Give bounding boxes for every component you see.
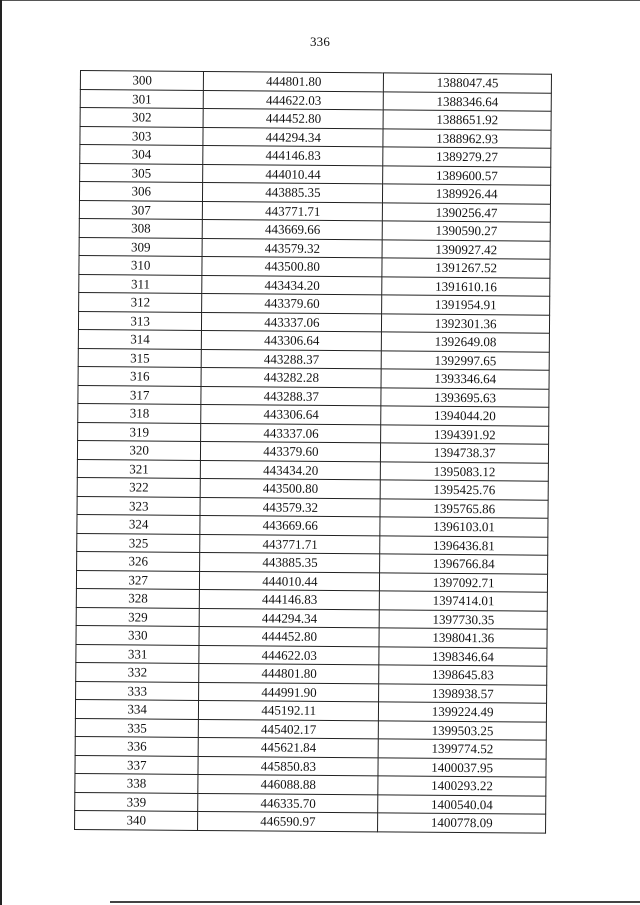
point-number-cell: 321 — [77, 459, 201, 478]
easting-cell: 443379.60 — [202, 293, 382, 313]
northing-cell: 1392997.65 — [382, 350, 550, 370]
easting-cell: 443885.35 — [200, 552, 380, 572]
northing-cell: 1389279.27 — [383, 147, 551, 167]
northing-cell: 1388346.64 — [384, 91, 552, 111]
point-number-cell: 325 — [77, 533, 201, 552]
easting-cell: 443771.71 — [200, 534, 380, 554]
point-number-cell: 327 — [76, 570, 200, 589]
northing-cell: 1399503.25 — [379, 720, 547, 740]
easting-cell: 443771.71 — [203, 201, 383, 221]
northing-cell: 1396436.81 — [380, 535, 548, 555]
northing-cell: 1391267.52 — [382, 258, 550, 278]
point-number-cell: 332 — [76, 662, 200, 681]
point-number-cell: 328 — [76, 588, 200, 607]
easting-cell: 444010.44 — [203, 164, 383, 184]
easting-cell: 443282.28 — [201, 367, 381, 387]
scan-edge-top — [0, 0, 640, 1]
easting-cell: 444452.80 — [203, 108, 383, 128]
point-number-cell: 304 — [80, 145, 204, 164]
easting-cell: 443288.37 — [202, 349, 382, 369]
point-number-cell: 303 — [80, 126, 204, 145]
easting-cell: 443288.37 — [201, 386, 381, 406]
northing-cell: 1390256.47 — [383, 202, 551, 222]
northing-cell: 1398645.83 — [379, 665, 547, 685]
easting-cell: 443337.06 — [201, 423, 381, 443]
northing-cell: 1399224.49 — [379, 702, 547, 722]
northing-cell: 1389600.57 — [383, 165, 551, 185]
point-number-cell: 334 — [75, 699, 199, 718]
easting-cell: 443306.64 — [202, 330, 382, 350]
easting-cell: 444294.34 — [203, 127, 383, 147]
easting-cell: 444622.03 — [204, 90, 384, 110]
point-number-cell: 331 — [76, 644, 200, 663]
easting-cell: 444146.83 — [200, 589, 380, 609]
point-number-cell: 309 — [79, 237, 203, 256]
northing-cell: 1388962.93 — [383, 128, 551, 148]
point-number-cell: 311 — [79, 274, 203, 293]
point-number-cell: 322 — [77, 477, 201, 496]
easting-cell: 444452.80 — [199, 626, 379, 646]
northing-cell: 1394391.92 — [381, 424, 549, 444]
point-number-cell: 333 — [76, 681, 200, 700]
easting-cell: 444010.44 — [200, 571, 380, 591]
point-number-cell: 336 — [75, 736, 199, 755]
northing-cell: 1392649.08 — [382, 332, 550, 352]
point-number-cell: 317 — [78, 385, 202, 404]
point-number-cell: 310 — [79, 255, 203, 274]
point-number-cell: 320 — [77, 440, 201, 459]
easting-cell: 443669.66 — [203, 219, 383, 239]
point-number-cell: 326 — [77, 551, 201, 570]
easting-cell: 443579.32 — [202, 238, 382, 258]
easting-cell: 443434.20 — [202, 275, 382, 295]
coordinate-table — [74, 70, 552, 833]
northing-cell: 1388651.92 — [383, 110, 551, 130]
point-number-cell: 314 — [78, 329, 202, 348]
northing-cell: 1393695.63 — [381, 387, 549, 407]
easting-cell: 444622.03 — [199, 645, 379, 665]
northing-cell: 1394738.37 — [381, 443, 549, 463]
easting-cell: 446590.97 — [198, 811, 378, 831]
point-number-cell: 306 — [79, 182, 203, 201]
easting-cell: 444294.34 — [200, 608, 380, 628]
easting-cell: 443434.20 — [201, 460, 381, 480]
northing-cell: 1399774.52 — [378, 739, 546, 759]
page-number: 336 — [309, 34, 331, 49]
northing-cell: 1396766.84 — [380, 554, 548, 574]
northing-cell: 1388047.45 — [384, 73, 552, 93]
northing-cell: 1390590.27 — [383, 221, 551, 241]
point-number-cell: 316 — [78, 366, 202, 385]
easting-cell: 443579.32 — [200, 497, 380, 517]
easting-cell: 444801.80 — [204, 71, 384, 91]
northing-cell: 1397092.71 — [380, 572, 548, 592]
easting-cell: 443500.80 — [202, 256, 382, 276]
point-number-cell: 329 — [76, 607, 200, 626]
point-number-cell: 338 — [75, 773, 199, 792]
point-number-cell: 313 — [78, 311, 202, 330]
northing-cell: 1396103.01 — [380, 517, 548, 537]
point-number-cell: 339 — [75, 792, 199, 811]
point-number-cell: 308 — [79, 218, 203, 237]
point-number-cell: 340 — [75, 810, 199, 829]
northing-cell: 1400037.95 — [378, 757, 546, 777]
easting-cell: 443885.35 — [203, 182, 383, 202]
easting-cell: 443379.60 — [201, 441, 381, 461]
northing-cell: 1391954.91 — [382, 295, 550, 315]
easting-cell: 446335.70 — [198, 793, 378, 813]
point-number-cell: 312 — [79, 292, 203, 311]
point-number-cell: 305 — [80, 163, 204, 182]
point-number-cell: 302 — [80, 108, 204, 127]
northing-cell: 1395425.76 — [380, 480, 548, 500]
point-number-cell: 307 — [79, 200, 203, 219]
northing-cell: 1393346.64 — [381, 369, 549, 389]
point-number-cell: 300 — [80, 71, 204, 90]
northing-cell: 1400778.09 — [378, 813, 546, 833]
northing-cell: 1400293.22 — [378, 776, 546, 796]
easting-cell: 443669.66 — [200, 515, 380, 535]
point-number-cell: 324 — [77, 514, 201, 533]
easting-cell: 443306.64 — [201, 404, 381, 424]
coordinate-table-body — [75, 71, 552, 833]
northing-cell: 1395083.12 — [381, 461, 549, 481]
point-number-cell: 335 — [75, 718, 199, 737]
easting-cell: 444801.80 — [199, 663, 379, 683]
easting-cell: 444991.90 — [199, 682, 379, 702]
point-number-cell: 301 — [80, 89, 204, 108]
northing-cell: 1392301.36 — [382, 313, 550, 333]
northing-cell: 1398938.57 — [379, 683, 547, 703]
northing-cell: 1391610.16 — [382, 276, 550, 296]
northing-cell: 1390927.42 — [382, 239, 550, 259]
easting-cell: 443337.06 — [202, 312, 382, 332]
scan-edge-left — [0, 0, 2, 905]
northing-cell: 1389926.44 — [383, 184, 551, 204]
easting-cell: 443500.80 — [201, 478, 381, 498]
northing-cell: 1397414.01 — [380, 591, 548, 611]
easting-cell: 445192.11 — [199, 700, 379, 720]
point-number-cell: 330 — [76, 625, 200, 644]
easting-cell: 445621.84 — [199, 737, 379, 757]
northing-cell: 1394044.20 — [381, 406, 549, 426]
northing-cell: 1395765.86 — [380, 498, 548, 518]
northing-cell: 1398041.36 — [379, 628, 547, 648]
easting-cell: 445850.83 — [198, 756, 378, 776]
point-number-cell: 318 — [78, 403, 202, 422]
easting-cell: 445402.17 — [199, 719, 379, 739]
point-number-cell: 319 — [78, 422, 202, 441]
point-number-cell: 337 — [75, 755, 199, 774]
northing-cell: 1398346.64 — [379, 646, 547, 666]
table-row — [75, 810, 546, 832]
northing-cell: 1400540.04 — [378, 794, 546, 814]
point-number-cell: 323 — [77, 496, 201, 515]
easting-cell: 444146.83 — [203, 145, 383, 165]
scan-edge-bottom — [110, 901, 640, 903]
point-number-cell: 315 — [78, 348, 202, 367]
northing-cell: 1397730.35 — [379, 609, 547, 629]
easting-cell: 446088.88 — [198, 774, 378, 794]
